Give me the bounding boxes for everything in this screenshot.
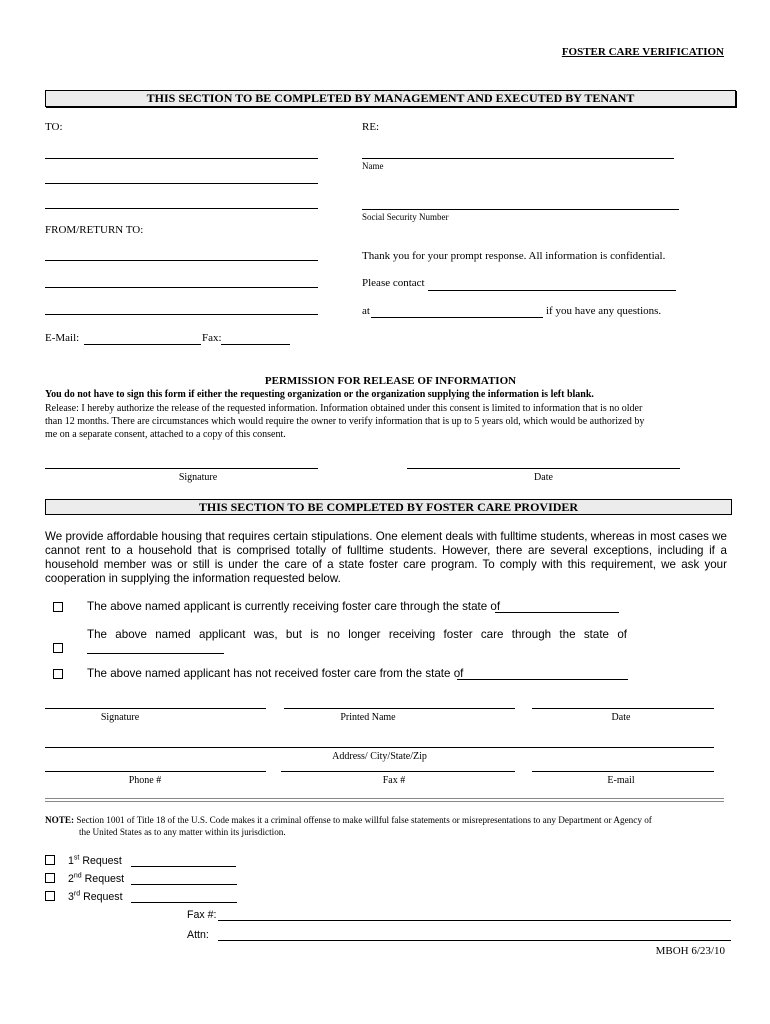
questions-text: if you have any questions. (546, 305, 662, 317)
option-currently-state-field[interactable] (495, 612, 619, 613)
footer-fax-field[interactable] (218, 920, 731, 921)
option-currently-label: The above named applicant is currently receiving foster care through the state of (87, 600, 501, 613)
to-label: TO: (45, 121, 63, 133)
provider-email-label: E-mail (607, 775, 635, 786)
footer-fax-label: Fax #: (187, 909, 217, 921)
tenant-date-field[interactable] (407, 468, 680, 469)
to-line-2[interactable] (45, 183, 318, 184)
please-contact-label: Please contact (362, 277, 425, 289)
email-label: E-Mail: (45, 332, 80, 344)
request-3-date-field[interactable] (131, 902, 237, 903)
provider-fax-label: Fax # (382, 775, 406, 786)
option-never-label: The above named applicant has not received foster care from the state of (87, 667, 464, 680)
form-title: FOSTER CARE VERIFICATION (561, 46, 724, 58)
provider-signature-label: Signature (100, 712, 140, 723)
provider-printed-name-field[interactable] (284, 708, 515, 709)
at-label: at (362, 305, 370, 317)
name-label: Name (362, 161, 384, 171)
contact-phone-field[interactable] (371, 317, 543, 318)
provider-email-field[interactable] (532, 771, 714, 772)
contact-name-field[interactable] (428, 290, 676, 291)
printed-name-label: Printed Name (340, 712, 396, 723)
provider-signature-field[interactable] (45, 708, 266, 709)
provider-date-field[interactable] (532, 708, 714, 709)
section-heading-provider: THIS SECTION TO BE COMPLETED BY FOSTER CARE PROVIDER (45, 499, 732, 515)
date-label: Date (534, 472, 553, 483)
option-formerly-label: The above named applicant was, but is no longer receiving foster care through the state of (87, 628, 627, 641)
request-2-date-field[interactable] (131, 884, 237, 885)
request-3-checkbox[interactable] (45, 891, 55, 901)
thanks-text: Thank you for your prompt response. All information is confidential. (362, 250, 666, 262)
provider-paragraph: We provide affordable housing that requires certain stipulations. One element deals with fulltime students, whereas in most cases we cannot rent to a household that is comprised totally of fulltime students. However, there are several exceptions, including if a household member was or still is under the care of a state foster care program. To comply with this requirement, we ask your cooperation in supplying the information requested below. (45, 530, 727, 585)
permission-title: PERMISSION FOR RELEASE OF INFORMATION (264, 375, 517, 387)
request-1-date-field[interactable] (131, 866, 236, 867)
address-label: Address/ City/State/Zip (332, 751, 427, 762)
email-field[interactable] (84, 344, 201, 345)
address-field[interactable] (45, 747, 714, 748)
option-formerly-checkbox[interactable] (53, 643, 63, 653)
to-line-3[interactable] (45, 208, 318, 209)
option-formerly-state-field[interactable] (87, 653, 224, 654)
from-line-1[interactable] (45, 260, 318, 261)
request-1-checkbox[interactable] (45, 855, 55, 865)
from-line-3[interactable] (45, 314, 318, 315)
phone-label: Phone # (128, 775, 162, 786)
tenant-signature-field[interactable] (45, 468, 318, 469)
phone-field[interactable] (45, 771, 266, 772)
to-line-1[interactable] (45, 158, 318, 159)
option-never-state-field[interactable] (457, 679, 628, 680)
section-heading-management: THIS SECTION TO BE COMPLETED BY MANAGEMENT AND EXECUTED BY TENANT (45, 90, 736, 107)
form-code: MBOH 6/23/10 (655, 945, 725, 957)
signature-label: Signature (178, 472, 218, 483)
re-label: RE: (362, 121, 380, 133)
name-field[interactable] (362, 158, 674, 159)
request-2-checkbox[interactable] (45, 873, 55, 883)
footer-attn-label: Attn: (187, 929, 209, 941)
double-divider (45, 798, 724, 802)
option-never-checkbox[interactable] (53, 669, 63, 679)
provider-date-label: Date (611, 712, 631, 723)
permission-note: You do not have to sign this form if either the requesting organization or the organization supplying the information is left blank. (45, 389, 594, 400)
from-line-2[interactable] (45, 287, 318, 288)
request-3-label: 3rd Request (68, 890, 123, 903)
option-currently-checkbox[interactable] (53, 602, 63, 612)
fax-label: Fax: (202, 332, 222, 344)
ssn-label: Social Security Number (362, 212, 449, 222)
footer-attn-field[interactable] (218, 940, 731, 941)
release-text: Release: I hereby authorize the release of the requested information. Information obtained under this consent is limited to information that is no older than 12 months. There are circumstances which would require the owner to verify information that is up to 5 years old, which would be authorized by me on a separate consent, attached to a copy of this consent. (45, 403, 645, 440)
request-2-label: 2nd Request (68, 872, 125, 885)
ssn-field[interactable] (362, 209, 679, 210)
from-return-label: FROM/RETURN TO: (45, 224, 144, 236)
provider-fax-field[interactable] (281, 771, 515, 772)
legal-note: NOTE: Section 1001 of Title 18 of the U.S. Code makes it a criminal offense to make willful false statements or misrepresentations to any Department or Agency of the United States as to any matter within its jurisdiction. (45, 815, 652, 837)
request-1-label: 1st Request (68, 854, 122, 867)
fax-field[interactable] (221, 344, 290, 345)
